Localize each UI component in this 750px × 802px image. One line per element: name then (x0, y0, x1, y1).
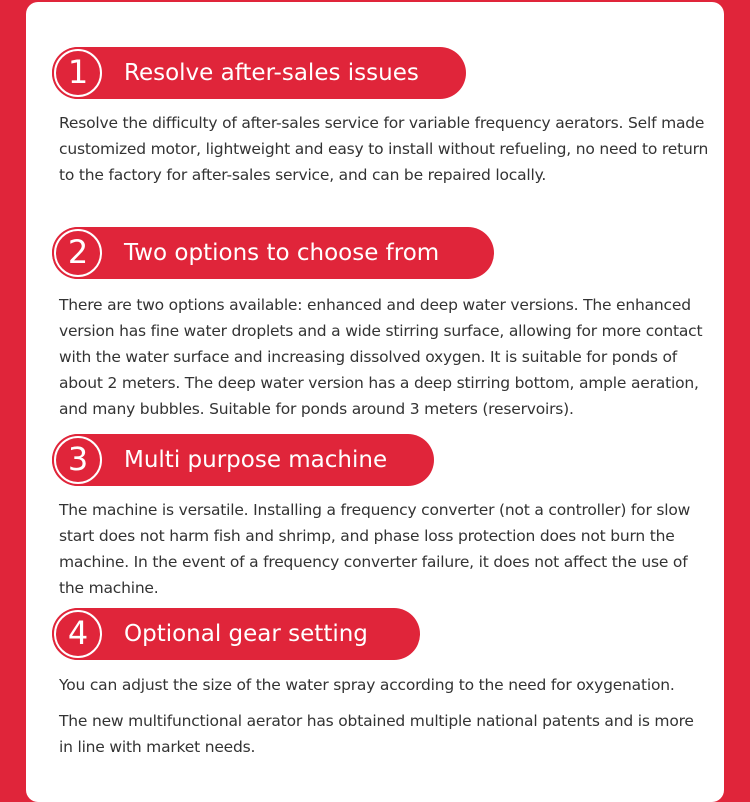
section-3-number-badge: 3 (54, 436, 102, 484)
section-1-title: Resolve after-sales issues (124, 60, 419, 86)
section-3-header (52, 434, 434, 486)
section-1-number-badge: 1 (54, 49, 102, 97)
section-4-number-badge: 4 (54, 610, 102, 658)
section-4-header (52, 608, 420, 660)
content-card (26, 2, 724, 802)
section-3-title: Multi purpose machine (124, 447, 388, 473)
section-1-header (52, 47, 466, 99)
section-2-title: Two options to choose from (124, 240, 440, 266)
section-4-paragraph-2: The new multifunctional aerator has obtained multiple national patents and is more in line with market needs. (59, 712, 694, 756)
section-4-title: Optional gear setting (124, 621, 368, 647)
section-2-number-badge: 2 (54, 229, 102, 277)
section-2-paragraph: There are two options available: enhanced and deep water versions. The enhanced version has fine water droplets and a wide stirring surface, allowing for more contact with the water surface and increasing dissolved oxygen. It is suitable for ponds of about 2 meters. The deep water version has a deep stirring bottom, ample aeration, and many bubbles. Suitable for ponds around 3 meters (reservoirs). (59, 296, 703, 418)
section-3-paragraph: The machine is versatile. Installing a frequency converter (not a controller) for slow start does not harm fish and shrimp, and phase loss protection does not burn the machine. In the event of a frequency converter failure, it does not affect the use of the machine. (59, 501, 691, 597)
section-4-paragraph-1: You can adjust the size of the water spray according to the need for oxygenation. (59, 676, 675, 694)
section-1-paragraph: Resolve the difficulty of after-sales service for variable frequency aerators. Self made customized motor, lightweight and easy to install without refueling, no need to return to the factory for after-sales service, and can be repaired locally. (59, 114, 709, 184)
section-2-header (52, 227, 494, 279)
